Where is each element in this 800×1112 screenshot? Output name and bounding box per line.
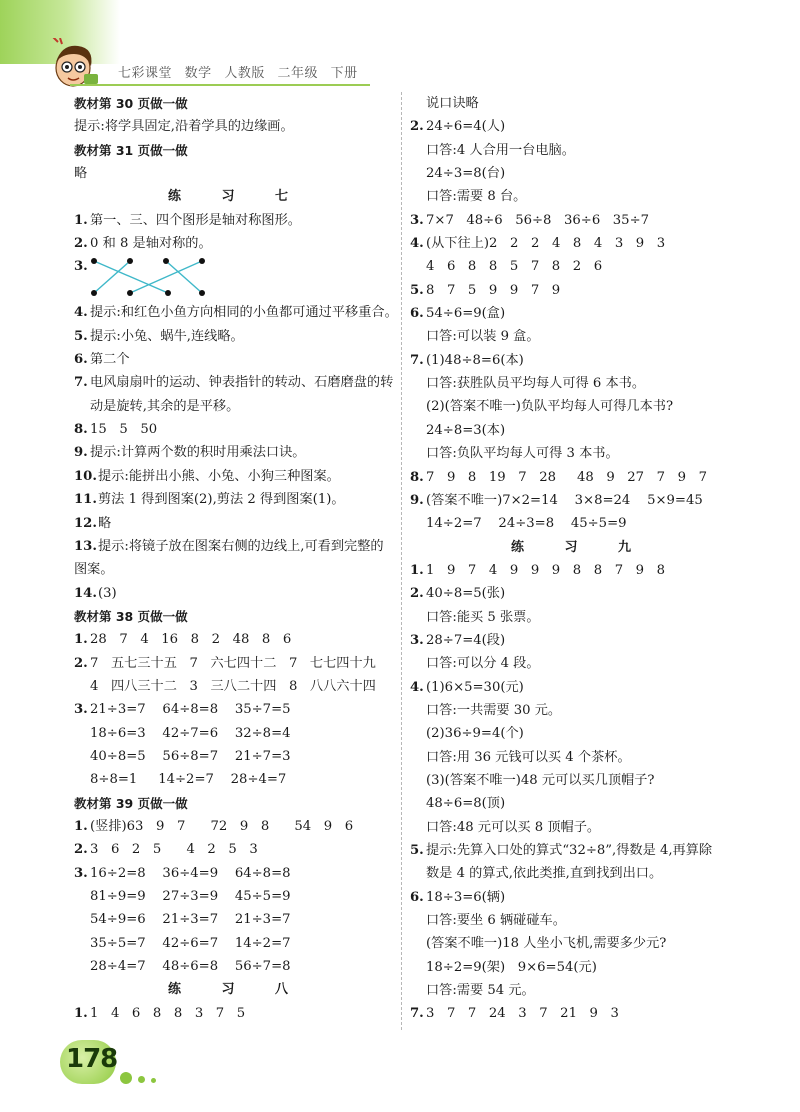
answer-line: 提示:将学具固定,沿着学具的边缘画。	[74, 119, 294, 135]
answer-line: 13. 提示:将镜子放在图案右侧的边线上,可看到完整的	[74, 538, 384, 554]
header-title	[118, 62, 366, 81]
decor-dot	[151, 1078, 156, 1083]
answer-line: (答案不唯一)18 人坐小飞机,需要多少元?	[426, 936, 667, 952]
answer-line: 2. 24÷6=4(人)	[410, 119, 506, 135]
answer-line: 11. 剪法 1 得到图案(2),剪法 2 得到图案(1)。	[74, 492, 345, 508]
answer-line: 1. (竖排)63 9 7 72 9 8 54 9 6	[74, 818, 354, 834]
answer-line: 口答:用 36 元钱可以买 4 个茶杯。	[426, 749, 631, 765]
answer-line: 1. 1 9 7 4 9 9 9 8 8 7 9 8	[410, 562, 666, 578]
left-column	[74, 92, 400, 1025]
answer-line: 7. 电风扇扇叶的运动、钟表指针的转动、石磨磨盘的转	[74, 375, 394, 391]
answer-line: 4. (从下往上)2 2 2 4 8 4 3 9 3	[410, 236, 666, 252]
mascot-icon	[44, 38, 102, 90]
answer-line: 2. 40÷8=5(张)	[410, 586, 506, 602]
answer-line: 4. (1)6×5=30(元)	[410, 679, 524, 695]
volume-name: 下册	[330, 66, 358, 81]
matching-dots-figure	[90, 255, 220, 301]
answer-line: 8. 15 5 50	[74, 422, 158, 438]
answer-line: 4. 提示:和红色小鱼方向相同的小鱼都可通过平移重合。	[74, 305, 398, 321]
answer-line: 2. 3 6 2 5 4 2 5 3	[74, 842, 258, 858]
answer-line: 6. 第二个	[74, 352, 130, 368]
answer-line: 8÷8=1 14÷2=7 28÷4=7	[90, 772, 287, 788]
grade-name: 二年级	[277, 66, 318, 81]
answer-line: 4 6 8 8 5 7 8 2 6	[426, 259, 603, 275]
subject-name: 数学	[184, 66, 212, 81]
answer-line: 12. 略	[74, 515, 112, 531]
answer-line: 1. 28 7 4 16 8 2 48 8 6	[74, 632, 292, 648]
answer-line: 8. 7 9 8 19 7 28 48 9 27 7 9 7	[410, 469, 707, 485]
answer-line: 7. 3 7 7 24 3 7 21 9 3	[410, 1006, 619, 1022]
answer-line: 5. 提示:小兔、蜗牛,连线略。	[74, 328, 244, 344]
answer-line: 5. 8 7 5 9 9 7 9	[410, 282, 561, 298]
answer-line: 9. 提示:计算两个数的积时用乘法口诀。	[74, 445, 306, 461]
answer-line: 口答:获胜队员平均每人可得 6 本书。	[426, 376, 646, 392]
answer-line: 3. 16÷2=8 36÷4=9 64÷8=8	[74, 865, 291, 881]
decor-dot	[120, 1072, 132, 1084]
column-divider	[401, 92, 402, 1030]
right-column	[410, 92, 750, 1026]
header-band	[0, 0, 800, 64]
exercise-title: 练 习 九	[510, 539, 650, 555]
answer-line: 54÷9=6 21÷3=7 21÷3=7	[90, 912, 291, 928]
answer-line: (3)(答案不唯一)48 元可以买几顶帽子?	[426, 772, 655, 788]
answer-line: 24÷3=8(台)	[426, 166, 506, 182]
answer-line: 3. 21÷3=7 64÷8=8 35÷7=5	[74, 702, 291, 718]
answer-line: 40÷8=5 56÷8=7 21÷7=3	[90, 748, 291, 764]
answer-line: 口答:需要 8 台。	[426, 189, 527, 205]
decor-dot	[138, 1076, 145, 1083]
answer-line: 口答:负队平均每人可得 3 本书。	[426, 446, 619, 462]
answer-line: 1. 第一、三、四个图形是轴对称图形。	[74, 212, 301, 228]
answer-line: 口答:一共需要 30 元。	[426, 702, 562, 718]
answer-line: 18÷6=3 42÷7=6 32÷8=4	[90, 725, 291, 741]
answer-line: 81÷9=9 27÷3=9 45÷5=9	[90, 889, 291, 904]
answer-line: 3. 7×7 48÷6 56÷8 36÷6 35÷7	[410, 212, 650, 228]
answer-line: 14÷2=7 24÷3=8 45÷5=9	[426, 516, 627, 532]
answer-line: 35÷5=7 42÷6=7 14÷2=7	[90, 935, 291, 951]
answer-line: 动是旋转,其余的是平移。	[90, 398, 240, 414]
section-heading: 教材第 38 页做一做	[74, 608, 188, 624]
header-rule	[70, 84, 370, 86]
section-heading: 教材第 30 页做一做	[74, 96, 188, 111]
answer-line: 1. 1 4 6 8 8 3 7 5	[74, 1005, 246, 1021]
answer-line: 口答:能买 5 张票。	[426, 609, 540, 625]
exercise-title: 练 习 八	[167, 982, 307, 998]
answer-line: 48÷6=8(顶)	[426, 796, 506, 812]
answer-line: 口答:要坐 6 辆碰碰车。	[426, 913, 566, 929]
answer-line: 4 四八三十二 3 三八二十四 8 八八六十四	[90, 678, 376, 694]
answer-line: 3.	[74, 255, 400, 301]
exercise-title: 练 习 七	[167, 189, 307, 205]
answer-line: 3. 28÷7=4(段)	[410, 632, 506, 648]
answer-line: 口答:可以分 4 段。	[426, 656, 540, 672]
answer-line: 2. 7 五七三十五 7 六七四十二 7 七七四十九	[74, 655, 376, 671]
answer-line: 9. (答案不唯一)7×2=14 3×8=24 5×9=45	[410, 492, 703, 508]
section-heading: 教材第 39 页做一做	[74, 795, 188, 811]
answer-line: 5. 提示:先算入口处的算式“32÷8”,得数是 4,再算除	[410, 843, 713, 858]
answer-line: 说口诀略	[426, 96, 479, 111]
edition-name: 人教版	[224, 66, 265, 81]
series-name: 七彩课堂	[118, 66, 173, 81]
section-heading: 教材第 31 页做一做	[74, 142, 188, 158]
answer-line: (2)36÷9=4(个)	[426, 726, 524, 742]
answer-line: 口答:48 元可以买 8 顶帽子。	[426, 819, 601, 835]
answer-line: 10. 提示:能拼出小熊、小兔、小狗三种图案。	[74, 468, 340, 484]
answer-line: 28÷4=7 48÷6=8 56÷7=8	[90, 959, 291, 975]
page-number: 178	[66, 1044, 118, 1074]
answer-line: 6. 54÷6=9(盒)	[410, 306, 506, 322]
answer-line: 图案。	[74, 562, 114, 578]
answer-line: 口答:4 人合用一台电脑。	[426, 142, 575, 158]
answer-line: 24÷8=3(本)	[426, 422, 506, 438]
answer-line: 口答:需要 54 元。	[426, 983, 535, 999]
answer-line: 14. (3)	[74, 585, 117, 601]
page-number-badge	[60, 1040, 116, 1084]
answer-line: 略	[74, 166, 88, 182]
answer-line: 7. (1)48÷8=6(本)	[410, 352, 524, 368]
answer-line: 18÷2=9(架) 9×6=54(元)	[426, 959, 597, 975]
answer-line: 口答:可以装 9 盒。	[426, 329, 540, 345]
answer-line: 2. 0 和 8 是轴对称的。	[74, 236, 212, 252]
answer-line: 数是 4 的算式,依此类推,直到找到出口。	[426, 866, 663, 882]
answer-line: 6. 18÷3=6(辆)	[410, 889, 506, 905]
answer-line: (2)(答案不唯一)负队平均每人可得几本书?	[426, 399, 674, 415]
